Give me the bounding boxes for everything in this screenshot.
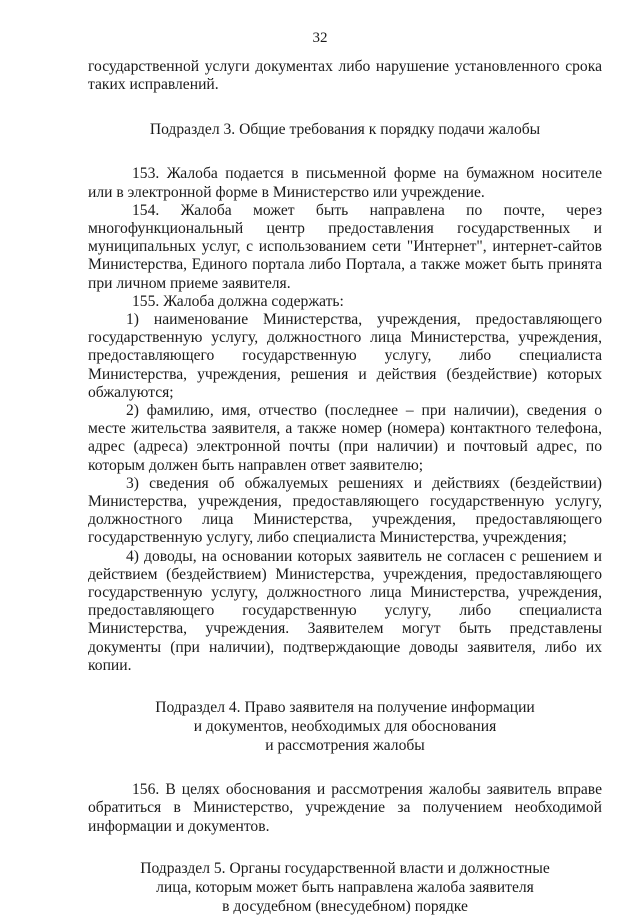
subsection-5-title-line-3: в досудебном (внесудебном) порядке xyxy=(222,897,468,915)
subsection-4-title-line-1: Подраздел 4. Право заявителя на получение информации xyxy=(155,699,535,717)
paragraph-155-item-1: 1) наименование Министерства, учреждения, предоставляющего государственную услугу, должностного лица Министерства, учреждения, предоставляющего государственную услугу, либо специалиста Министерства, учреждения, решения и действия (бездействие) которых обжалуются; xyxy=(88,311,602,401)
paragraph-156: 156. В целях обоснования и рассмотрения жалобы заявитель вправе обратиться в Министерство, учреждение за получением необходимой информации и документов. xyxy=(88,781,602,835)
subsection-3-title: Подраздел 3. Общие требования к порядку подачи жалобы xyxy=(149,121,541,139)
subsection-4-title-line-3: и рассмотрения жалобы xyxy=(265,737,425,755)
subsection-5-title-line-1: Подраздел 5. Органы государственной власти и должностные xyxy=(140,859,550,877)
paragraph-155-item-3: 3) сведения об обжалуемых решениях и действиях (бездействии) Министерства, учреждения, предоставляющего государственную услугу, должностного лица Министерства, учреждения, предоставляющего государственную услугу, либо специалиста Министерства, учреждения; xyxy=(88,474,602,547)
subsection-5-title-line-2: лица, которым может быть направлена жалоба заявителя xyxy=(156,878,534,896)
intro-paragraph: государственной услуги документах либо нарушение установленного срока таких исправлений. xyxy=(88,58,602,94)
page-content xyxy=(88,58,602,916)
paragraph-155: 155. Жалоба должна содержать: xyxy=(132,292,344,310)
paragraph-155-item-4: 4) доводы, на основании которых заявитель не согласен с решением и действием (бездействием) Министерства, учреждения, предоставляющего государственную услугу, должностного лица Министерства, учреждения, предоставляющего государственную услугу, либо специалиста Министерства, учреждения. Заявителем могут быть представлены документы (при наличии), подтверждающие доводы заявителя, либо их копии. xyxy=(88,547,602,674)
page-number: 32 xyxy=(312,30,328,46)
subsection-4-title-line-2: и документов, необходимых для обоснования xyxy=(193,718,497,736)
paragraph-155-item-2: 2) фамилию, имя, отчество (последнее – при наличии), сведения о месте жительства заявителя, а также номер (номера) контактного телефона, адрес (адреса) электронной почты (при наличии) и почтовый адрес, по которым должен быть направлен ответ заявителю; xyxy=(88,402,602,474)
paragraph-153: 153. Жалоба подается в письменной форме на бумажном носителе или в электронной форме в Министерство или учреждение. xyxy=(88,165,602,201)
paragraph-154: 154. Жалоба может быть направлена по почте, через многофункциональный центр предоставления государственных и муниципальных услуг, с использованием сети "Интернет", интернет-сайтов Министерства, Единого портала либо Портала, а также может быть принята при личном приеме заявителя. xyxy=(88,201,602,292)
